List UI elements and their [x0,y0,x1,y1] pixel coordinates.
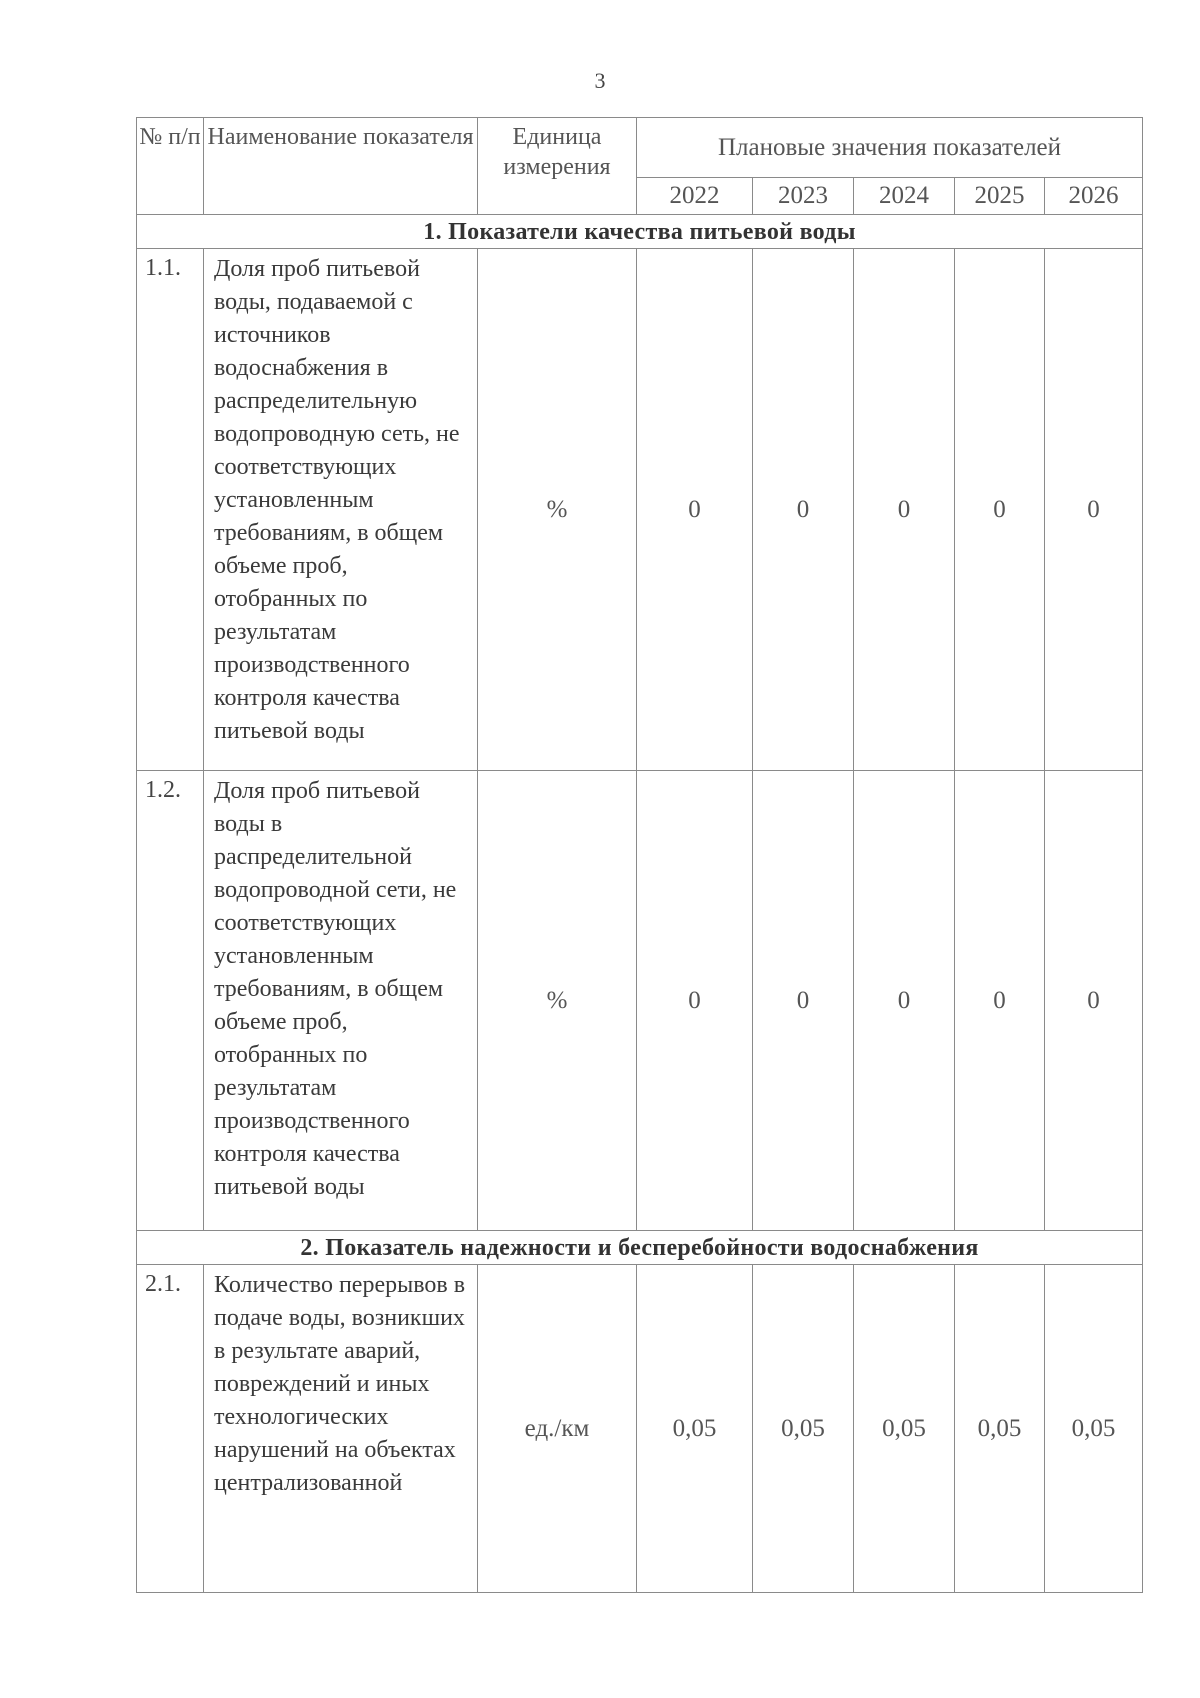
value-cell: 0 [854,249,955,771]
table-row [137,771,1143,1231]
indicator-name: Доля проб питьевой воды в распределительной водопроводной сети, не соответствующих установленным требованиям, в общем объеме проб, отобранных по результатам производственного контроля качества питьевой воды [204,771,478,1231]
value-cell: 0 [753,249,854,771]
row-number: 1.1. [137,249,204,771]
value-cell: 0 [955,249,1045,771]
row-number: 2.1. [137,1265,204,1593]
row-number: 1.2. [137,771,204,1231]
header-year-2026: 2026 [1045,178,1143,215]
section-title: 2. Показатель надежности и бесперебойности водоснабжения [137,1231,1143,1265]
value-cell: 0,05 [637,1265,753,1593]
value-cell: 0 [1045,771,1143,1231]
header-name: Наименование показателя [204,118,478,215]
table-row [137,1265,1143,1593]
value-cell: 0,05 [1045,1265,1143,1593]
indicator-name: Количество перерывов в подаче воды, возникших в результате аварий, повреждений и иных технологических нарушений на объектах централизованной [204,1265,478,1593]
header-num: № п/п [137,118,204,215]
indicator-name: Доля проб питьевой воды, подаваемой с источников водоснабжения в распределительную водопроводную сеть, не соответствующих установленным требованиям, в общем объеме проб, отобранных по результатам производственного контроля качества питьевой воды [204,249,478,771]
header-unit: Единица измерения [478,118,637,215]
table-row [137,249,1143,771]
header-year-2023: 2023 [753,178,854,215]
unit-cell: ед./км [478,1265,637,1593]
header-year-2022: 2022 [637,178,753,215]
section-title: 1. Показатели качества питьевой воды [137,215,1143,249]
value-cell: 0,05 [753,1265,854,1593]
header-plan-values: Плановые значения показателей [637,118,1143,178]
value-cell: 0 [955,771,1045,1231]
header-year-2024: 2024 [854,178,955,215]
unit-cell: % [478,771,637,1231]
page-number: 3 [594,68,606,93]
value-cell: 0 [854,771,955,1231]
value-cell: 0 [637,771,753,1231]
value-cell: 0 [637,249,753,771]
value-cell: 0,05 [955,1265,1045,1593]
value-cell: 0 [1045,249,1143,771]
value-cell: 0,05 [854,1265,955,1593]
value-cell: 0 [753,771,854,1231]
header-year-2025: 2025 [955,178,1045,215]
indicators-table [136,117,1143,1593]
unit-cell: % [478,249,637,771]
